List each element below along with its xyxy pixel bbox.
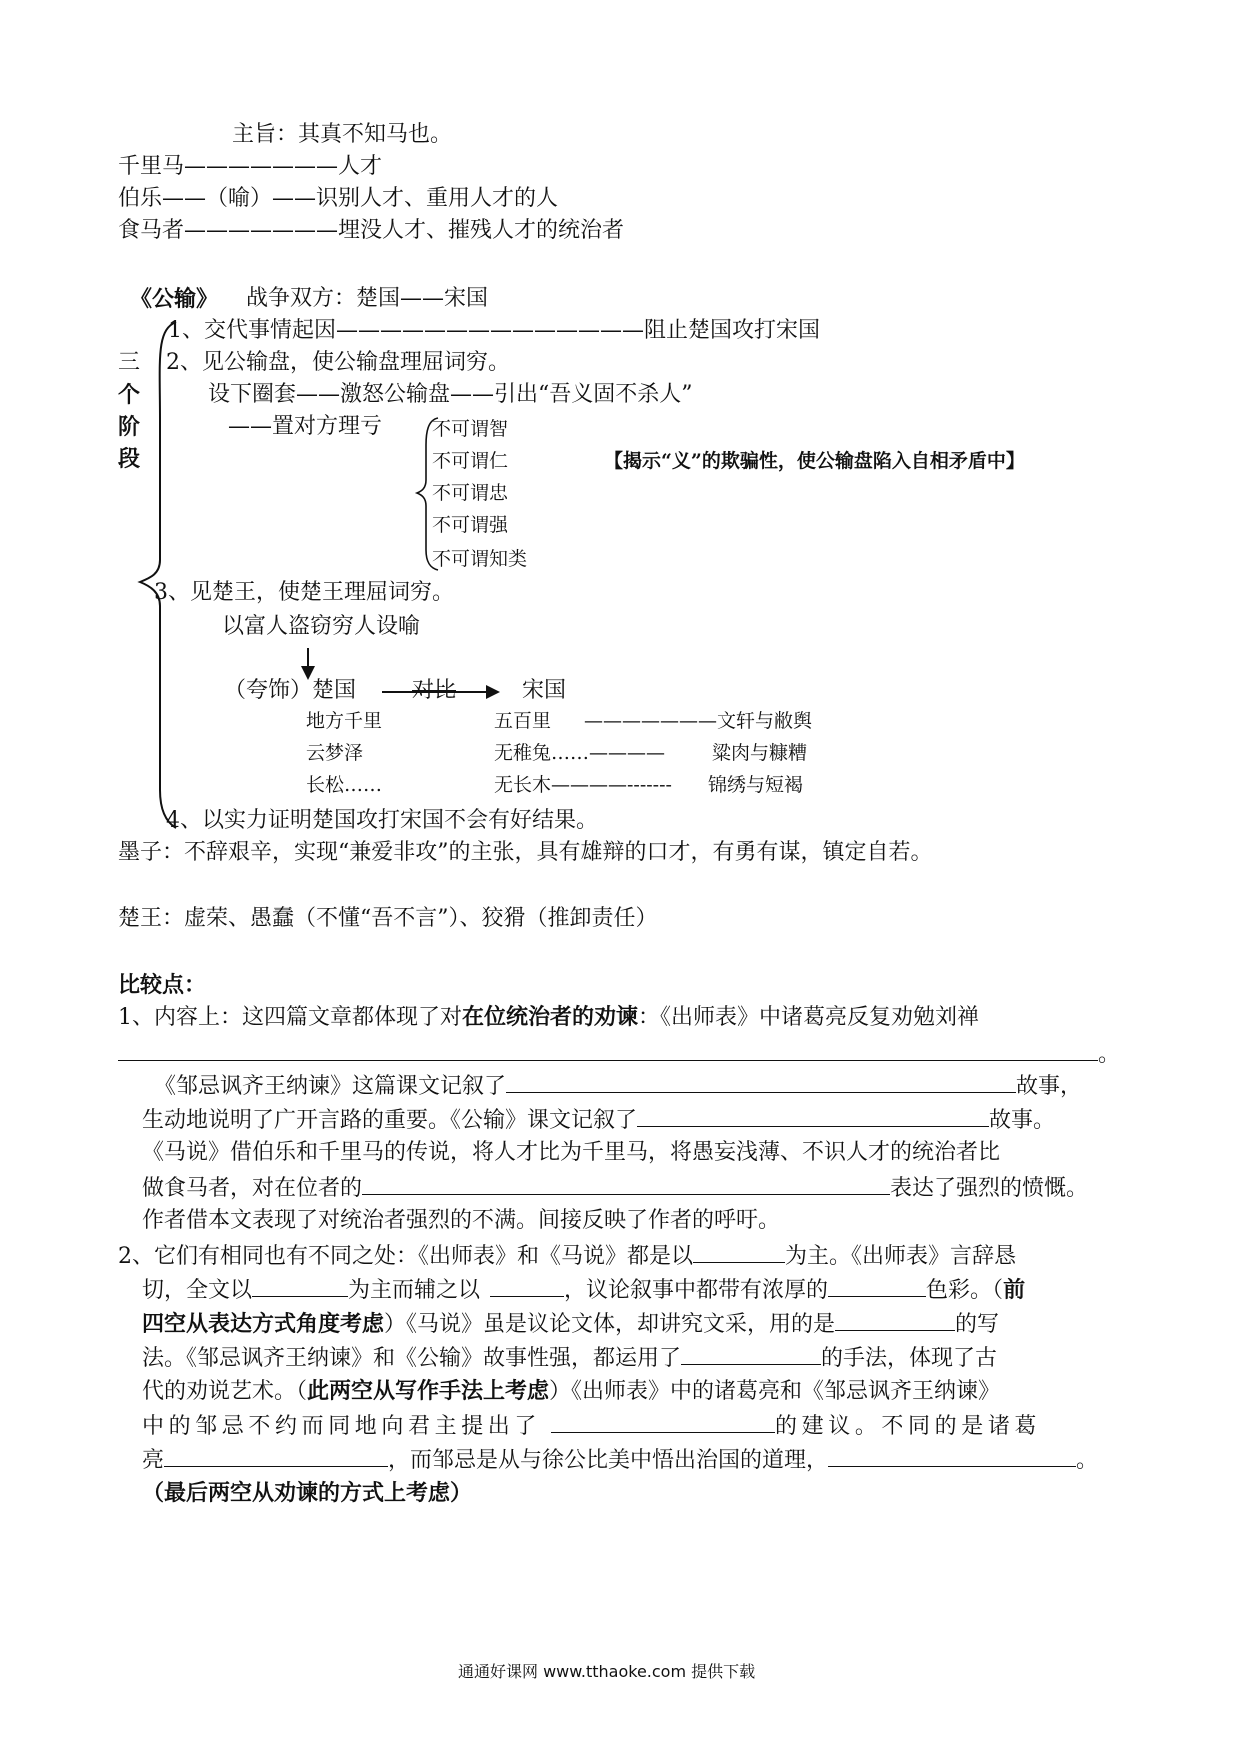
compare-row3-song: 无长木————-------: [494, 774, 672, 796]
p1-text-bold: 在位统治者的劝谏: [462, 1004, 639, 1030]
stage-brace: [140, 322, 176, 828]
p3-text-a: 生动地说明了广开言路的重要。《公输》课文记叙了: [142, 1108, 638, 1133]
p1-text-c: ：《出师表》中诸葛亮反复劝勉刘禅: [638, 1005, 980, 1030]
compare-heading: 比较点：: [118, 972, 207, 998]
stage-3: 3、见楚王，使楚王理屈词穷。: [154, 580, 454, 605]
p1-blank-line: [118, 1040, 1120, 1068]
p1-text-a: 1、内容上：这四篇文章都体现了对: [118, 1005, 462, 1030]
compare-row2-chu: 云梦泽: [306, 742, 364, 764]
q2-text-a: 切，全文以: [142, 1278, 253, 1303]
page-footer: 通通好课网 www.tthaoke.com 提供下载: [458, 1662, 756, 1681]
war-sides: 战争双方：楚国——宋国: [246, 286, 489, 311]
blank-10[interactable]: [681, 1344, 821, 1365]
q5-text-b: 此两空从写作手法上考虑: [307, 1378, 550, 1404]
compare-row3-chu: 长松……: [306, 774, 383, 796]
compare-line-2: [154, 1072, 1082, 1100]
compare-row2-analogy: 粱肉与糠糟: [712, 742, 808, 764]
blank-3[interactable]: [637, 1106, 989, 1127]
q5-text-c: ）《出师表》中的诸葛亮和《邹忌讽齐王纳谏》: [549, 1379, 1001, 1404]
mashuo-line-3: 食马者———————埋没人才、摧残人才的统治者: [118, 218, 625, 243]
stage-label-duan: 段: [118, 446, 141, 472]
stage-3-analogy: 以富人盗窃穷人设喻: [222, 614, 421, 639]
compare-line-14: （最后两空从劝谏的方式上考虑）: [142, 1480, 473, 1506]
p5-text-a: 做食马者，对在位者的: [142, 1176, 363, 1201]
compare-line-4: 《马说》借伯乐和千里马的传说，将人才比为千里马，将愚妄浅薄、不识人才的统治者比: [142, 1140, 1001, 1165]
stage-2-trap: 设下圈套——激怒公输盘——引出“吾义固不杀人”: [208, 382, 693, 407]
bukewei-zhilei: 不可谓知类: [432, 548, 528, 570]
compare-line-11: [142, 1378, 1000, 1405]
stage-label-jie: 阶: [118, 414, 141, 440]
blank-12[interactable]: [164, 1446, 388, 1467]
q6-text-b: 的建议。不同的是诸葛: [775, 1414, 1042, 1439]
p3-text-b: 故事。: [989, 1108, 1056, 1133]
compare-line-10: [142, 1344, 997, 1372]
gongshu-title: 《公输》: [130, 286, 219, 312]
compare-row1-chu: 地方千里: [306, 710, 383, 732]
q7-text-a: 亮: [142, 1448, 165, 1473]
q2-text-d: 色彩。（: [926, 1278, 1004, 1303]
q2-text-e: 前: [1003, 1277, 1026, 1303]
compare-row3-analogy: 锦绣与短褐: [708, 774, 804, 796]
p5-text-b: 表达了强烈的愤慨。: [890, 1176, 1089, 1201]
blank-13[interactable]: [828, 1446, 1076, 1467]
stage-1: 1、交代事情起因——————————————阻止楚国攻打宋国: [168, 318, 820, 343]
p2-text-b: 故事，: [1016, 1074, 1083, 1099]
blank-2[interactable]: [506, 1072, 1016, 1093]
compare-row1-song: 五百里: [494, 710, 552, 732]
mozi-character: 墨子：不辞艰辛，实现“兼爱非攻”的主张，具有雄辩的口才，有勇有谋，镇定自若。: [118, 840, 933, 865]
blank-4[interactable]: [362, 1174, 890, 1195]
blank-8[interactable]: [828, 1276, 926, 1297]
chu-state-label: （夸饰）楚国: [224, 678, 357, 703]
compare-row2-song: 无稚兔……————: [494, 742, 666, 764]
compare-label: 对比: [412, 678, 457, 703]
q4-text-a: 法。《邹忌讽齐王纳谏》和《公输》故事性强，都运用了: [142, 1346, 682, 1371]
stage-label-ge: 个: [118, 382, 141, 408]
compare-arrow-head: [486, 685, 500, 699]
q1-text-b: 为主。《出师表》言辞恳: [785, 1244, 1017, 1269]
blank-5[interactable]: [693, 1242, 785, 1263]
compare-line-6: 作者借本文表现了对统治者强烈的不满。间接反映了作者的呼吁。: [142, 1208, 781, 1233]
chuwang-character: 楚王：虚荣、愚蠢（不懂“吾不言”）、狡猾（推卸责任）: [118, 906, 658, 931]
bukewei-ren: 不可谓仁: [432, 450, 509, 472]
compare-line-13: [142, 1446, 1098, 1474]
p2-text-a: 《邹忌讽齐王纳谏》这篇课文记叙了: [154, 1074, 507, 1099]
compare-line-9: [142, 1310, 999, 1338]
bukewei-zhi: 不可谓智: [432, 418, 509, 440]
p1-end: 。: [1098, 1042, 1121, 1067]
reveal-note: 【揭示“义”的欺骗性，使公输盘陷入自相矛盾中】: [604, 450, 1025, 472]
q2-text-b: 为主而辅之以: [348, 1278, 481, 1303]
compare-line-12: [142, 1412, 1041, 1440]
q6-text-a: 中的邹忌不约而同地向君主提出了: [142, 1414, 542, 1439]
compare-line-8: [142, 1276, 1025, 1304]
compare-line-3: [142, 1106, 1055, 1134]
blank-9[interactable]: [835, 1310, 955, 1331]
q7-text-c: 。: [1076, 1448, 1099, 1473]
q3-text-b: ）《马说》虽是议论文体，却讲究文采，用的是: [384, 1312, 836, 1337]
q2-text-c: ，议论叙事中都带有浓厚的: [564, 1278, 829, 1303]
stage-4: 4、以实力证明楚国攻打宋国不会有好结果。: [166, 808, 598, 833]
blank-6[interactable]: [252, 1276, 348, 1297]
compare-point-1: [118, 1004, 979, 1031]
blank-7[interactable]: [490, 1276, 564, 1297]
q3-text-a: 四空从表达方式角度考虑: [142, 1311, 385, 1337]
q4-text-b: 的手法，体现了古: [821, 1346, 998, 1371]
q5-text-a: 代的劝说艺术。（: [142, 1379, 308, 1404]
q3-text-c: 的写: [955, 1312, 1000, 1337]
bukewei-qiang: 不可谓强: [432, 514, 509, 536]
compare-line-5: [142, 1174, 1088, 1202]
bukewei-zhong: 不可谓忠: [432, 482, 509, 504]
mashuo-theme: 主旨：其真不知马也。: [232, 122, 453, 147]
blank-11[interactable]: [551, 1412, 775, 1433]
compare-line-7: [118, 1242, 1016, 1270]
stage-2-unreason: ——置对方理亏: [228, 414, 383, 439]
mashuo-line-1: 千里马———————人才: [118, 154, 383, 179]
mashuo-line-2: 伯乐——（喻）——识别人才、重用人才的人: [118, 186, 559, 211]
stage-2: 2、见公输盘，使公输盘理屈词穷。: [166, 350, 510, 375]
blank-1[interactable]: [118, 1040, 1098, 1061]
q1-text-a: 2、它们有相同也有不同之处：《出师表》和《马说》都是以: [118, 1244, 693, 1269]
q7-text-b: ，而邹忌是从与徐公比美中悟出治国的道理，: [388, 1448, 829, 1473]
stage-label-san: 三: [118, 350, 141, 375]
song-state-label: 宋国: [522, 678, 567, 703]
compare-row1-analogy: ———————文轩与敝舆: [584, 710, 813, 732]
